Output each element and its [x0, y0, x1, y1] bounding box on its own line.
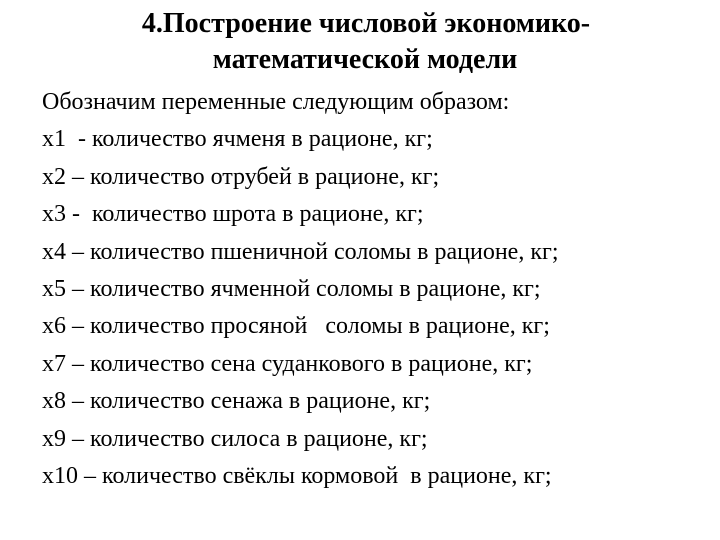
slide-title — [0, 6, 720, 78]
variable-x2: x2 – количество отрубей в рационе, кг; — [42, 163, 440, 190]
intro-text: Обозначим переменные следующим образом: — [42, 89, 510, 115]
variable-x7: x7 – количество сена суданкового в рационе, кг; — [42, 350, 533, 377]
slide-body — [42, 84, 712, 495]
variable-x1: x1 - количество ячменя в рационе, кг; — [42, 126, 433, 153]
variable-x9: x9 – количество силоса в рационе, кг; — [42, 425, 428, 452]
slide-title-line-1: 4.Построение числовой экономико- — [141, 8, 591, 39]
variable-x4: x4 – количество пшеничной соломы в рационе, кг; — [42, 238, 559, 265]
variable-x3: x3 - количество шрота в рационе, кг; — [42, 201, 424, 228]
variable-x5: x5 – количество ячменной соломы в рационе, кг; — [42, 276, 541, 303]
slide-title-line-2: математической модели — [212, 44, 518, 75]
variable-x10: x10 – количество свёклы кормовой в рационе, кг; — [42, 463, 552, 490]
variable-x8: x8 – количество сенажа в рационе, кг; — [42, 388, 431, 415]
variable-x6: x6 – количество просяной соломы в рационе, кг; — [42, 313, 550, 340]
